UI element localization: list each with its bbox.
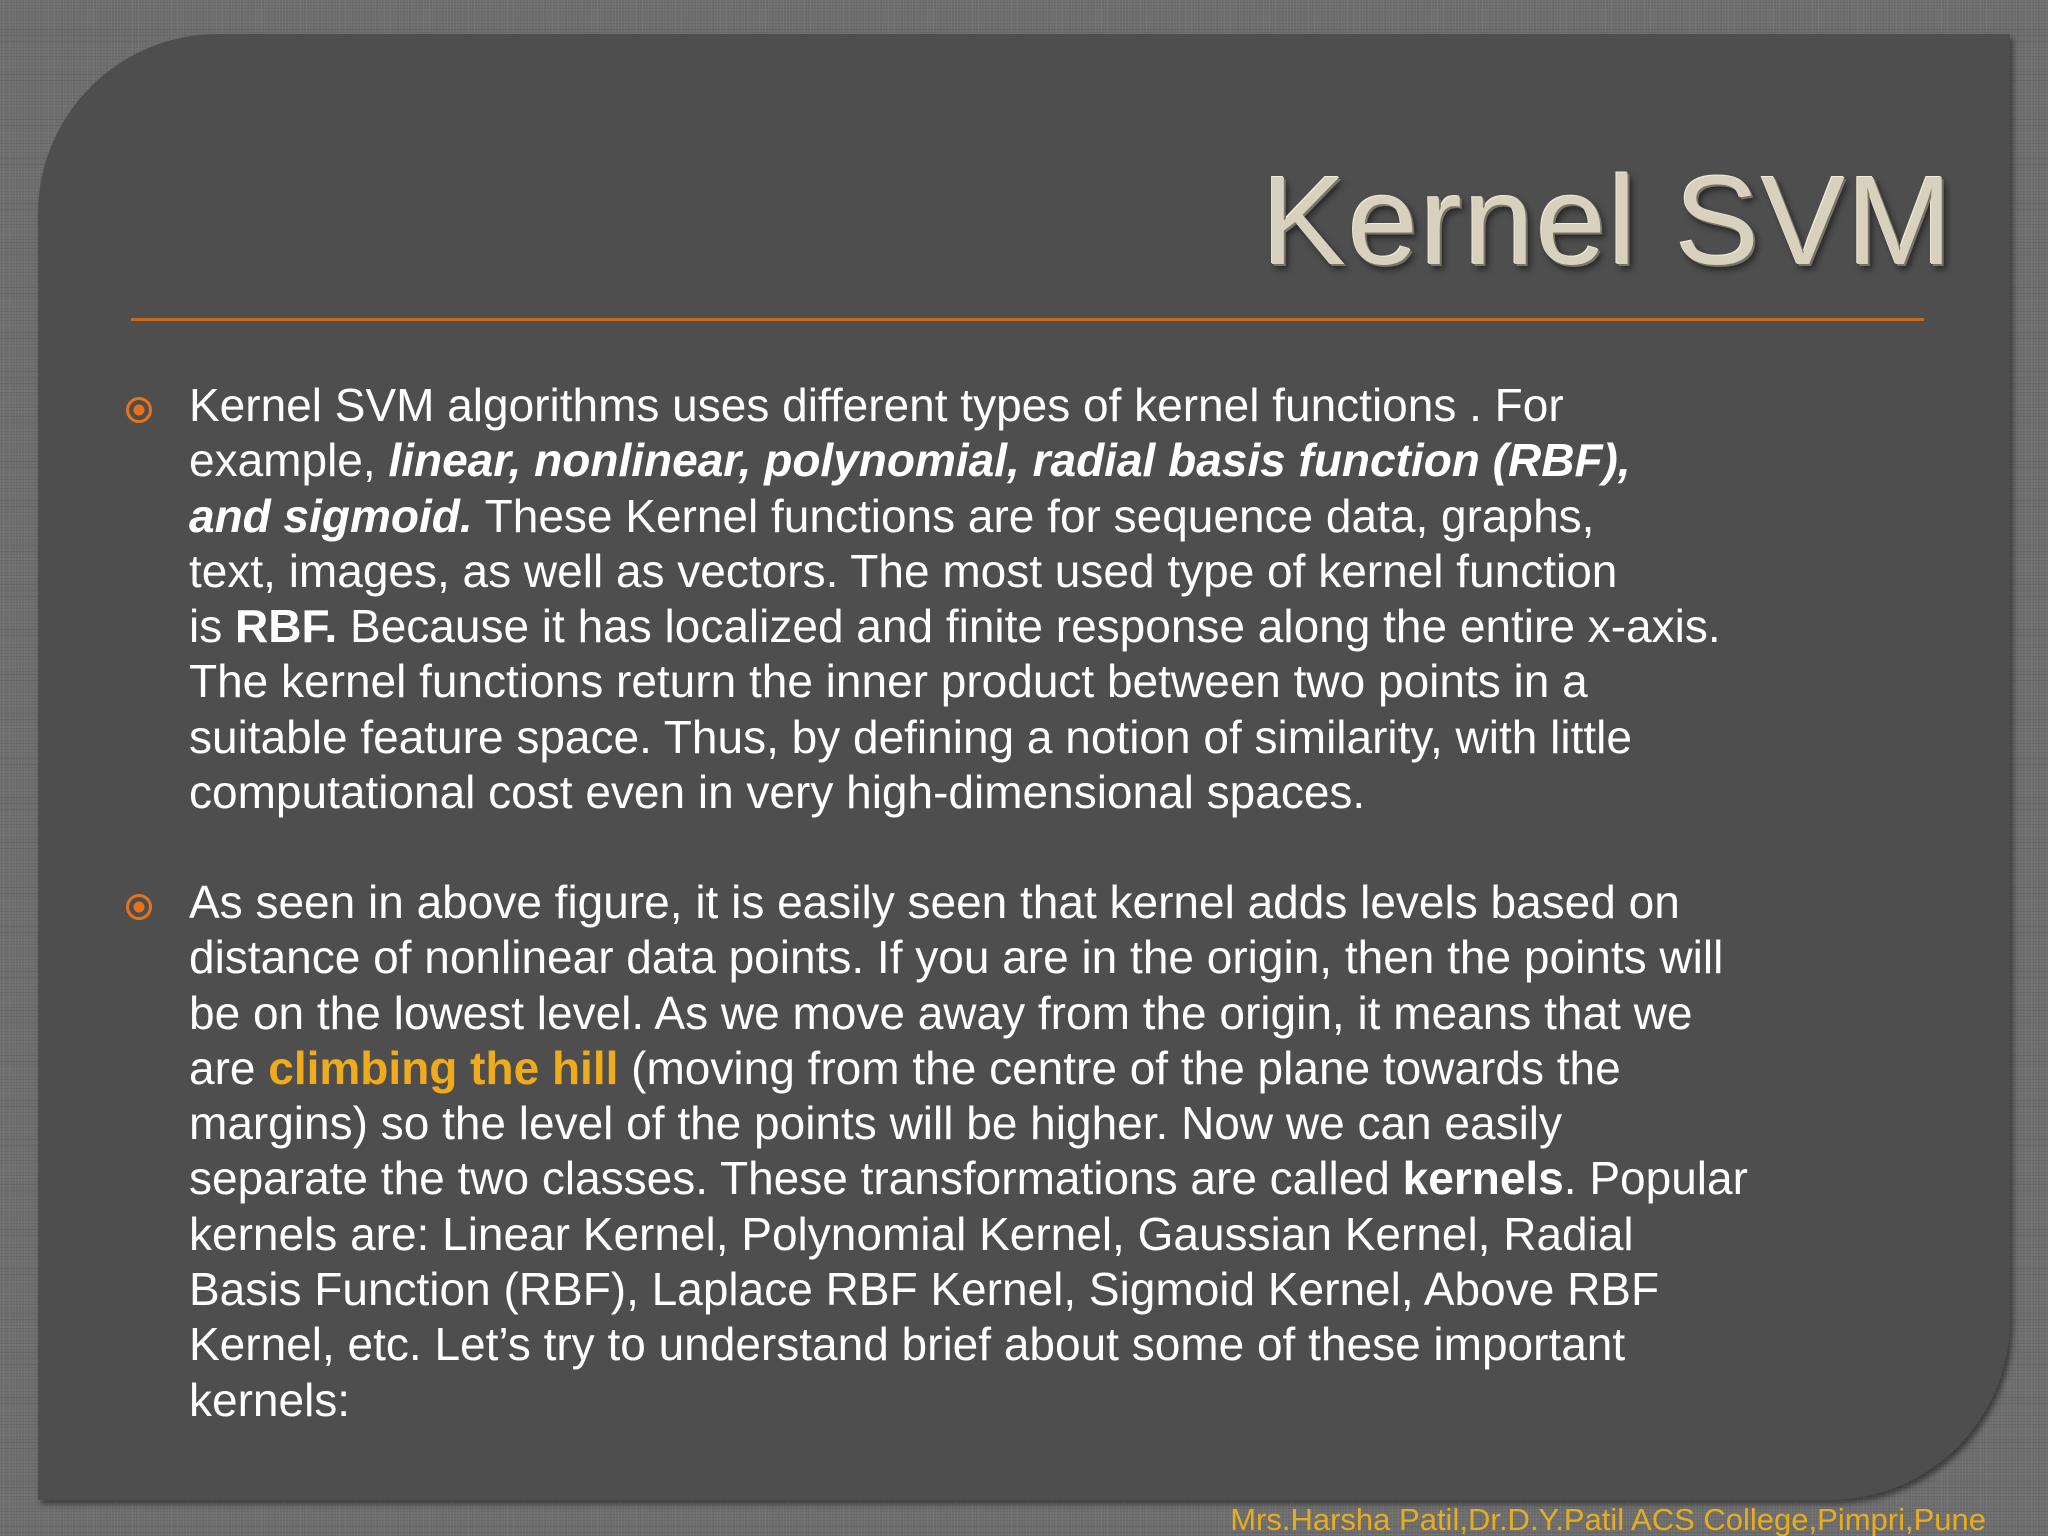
kernel-types-emphasis: and sigmoid. [189,489,473,542]
text-line: Basis Function (RBF), Laplace RBF Kernel, Sigmoid Kernel, Above RBF [189,1263,1660,1316]
text-line: kernels are: Linear Kernel, Polynomial Kernel, Gaussian Kernel, Radial [189,1207,1634,1260]
text-line: text, images, as well as vectors. The most used type of kernel function [189,544,1618,597]
paragraph-kernel-functions [189,378,1949,820]
text-line: The kernel functions return the inner product between two points in a [189,655,1588,708]
footer-credit: Mrs.Harsha Patil,Dr.D.Y.Patil ACS College,Pimpri,Pune [1230,1502,1986,1536]
text-line: margins) so the level of the points will be higher. Now we can easily [189,1097,1563,1150]
radio-bullet-icon [124,892,154,922]
text-line: . Popular [1563,1152,1748,1205]
text-line: (moving from the centre of the plane towards the [618,1041,1621,1094]
text-line: kernels: [189,1373,351,1426]
text-line: separate the two classes. These transformations are called [189,1152,1403,1205]
text-line: are [189,1041,269,1094]
text-line: Because it has localized and finite response along the entire x-axis. [337,600,1721,653]
kernel-types-emphasis: linear, nonlinear, polynomial, radial basis function (RBF), [388,434,1631,487]
text-line: be on the lowest level. As we move away from the origin, it means that we [189,986,1693,1039]
text-line: Kernel SVM algorithms uses different types of kernel functions . For [189,379,1564,431]
text-line: example, [189,434,389,487]
text-line: is [189,600,235,653]
slide-title: Kernel SVM [1261,150,1954,291]
kernels-emphasis: kernels [1402,1152,1564,1205]
paragraph-kernel-levels [189,875,1949,1428]
text-line: suitable feature space. Thus, by defining a notion of similarity, with little [189,710,1632,763]
title-divider [131,318,1924,321]
radio-bullet-icon [124,395,154,425]
rbf-emphasis: RBF. [235,600,338,653]
text-line: These Kernel functions are for sequence data, graphs, [472,489,1595,542]
text-line: distance of nonlinear data points. If you are in the origin, then the points will [189,931,1724,984]
climbing-hill-highlight: climbing the hill [268,1041,619,1094]
text-line: computational cost even in very high-dimensional spaces. [189,766,1366,819]
text-line: Kernel, etc. Let’s try to understand brief about some of these important [189,1318,1626,1371]
text-line: As seen in above figure, it is easily seen that kernel adds levels based on [189,876,1680,928]
